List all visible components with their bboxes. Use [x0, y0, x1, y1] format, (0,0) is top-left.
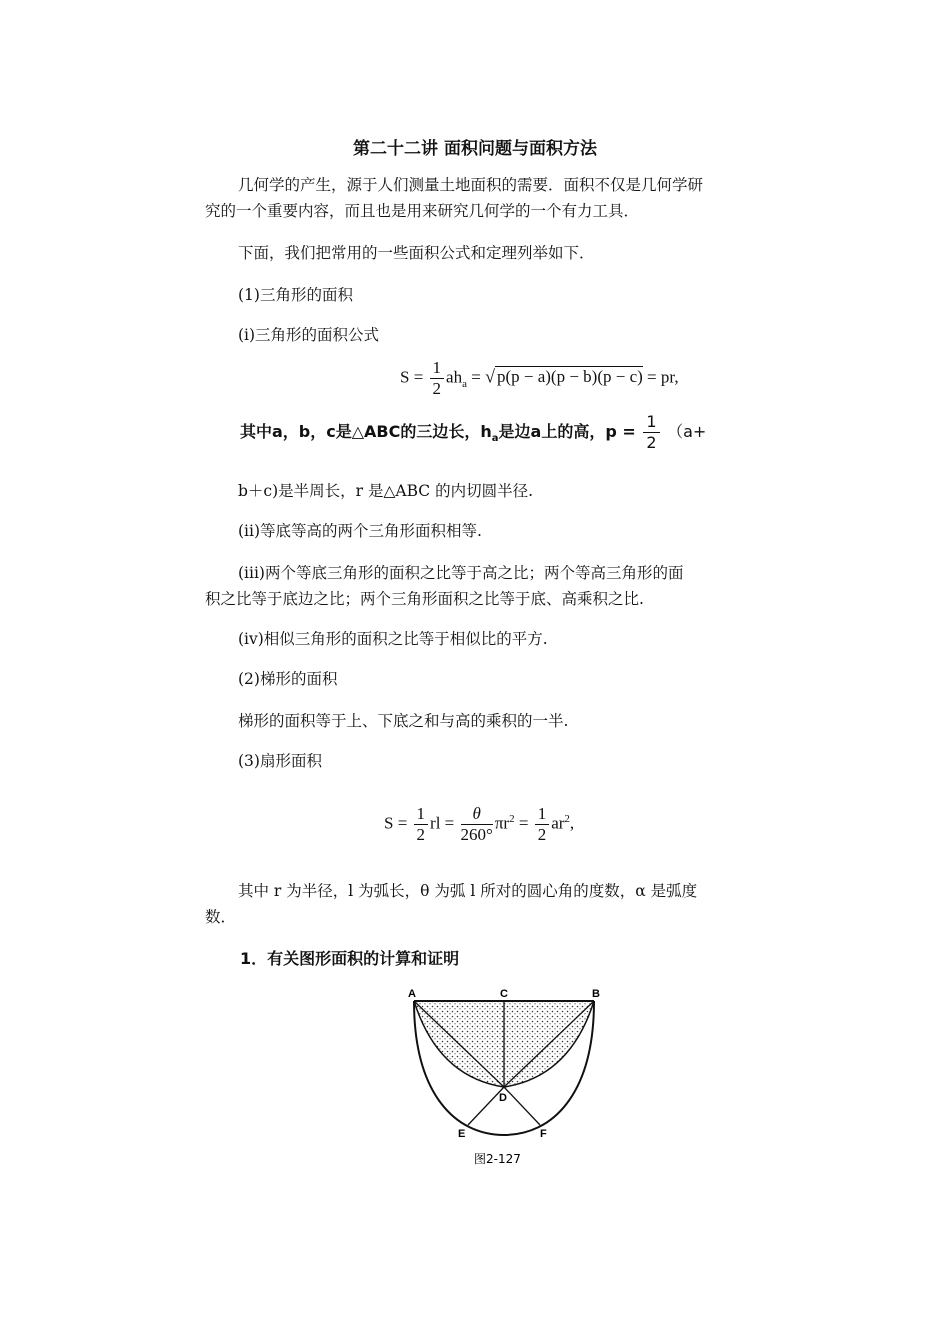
- label-c: C: [500, 988, 508, 1000]
- sector-formula-lhs: S =: [384, 813, 408, 833]
- sector-term-3: ar: [551, 813, 565, 833]
- formula-note: [240, 412, 706, 453]
- sector-fraction-2-num: θ: [461, 804, 493, 825]
- sector-note-line2: 数．: [205, 908, 237, 926]
- formula-note-mid: 是边a上的高，p =: [498, 422, 636, 441]
- list-intro: 下面，我们把常用的一些面积公式和定理列举如下．: [238, 244, 595, 262]
- sector-fraction-2-den: 260°: [460, 825, 493, 844]
- section-triangle-area: (1)三角形的面积: [238, 286, 353, 304]
- formula-equals: =: [471, 367, 481, 387]
- sector-fraction-3-den: 2: [537, 825, 547, 844]
- formula-subscript: a: [462, 377, 467, 390]
- sector-fraction-1-den: 2: [416, 825, 426, 844]
- sector-end: ,: [569, 813, 575, 833]
- heading-area-calculation: 1．有关图形面积的计算和证明: [240, 949, 460, 968]
- section-triangle-formula: (i)三角形的面积公式: [238, 326, 380, 344]
- sector-fraction-3: [535, 804, 550, 845]
- sector-fraction-1: [414, 804, 429, 845]
- lecture-title: 第二十二讲 面积问题与面积方法: [353, 139, 597, 159]
- formula-note-post: （a+: [667, 422, 707, 441]
- label-a: A: [408, 988, 416, 1000]
- label-d: D: [499, 1092, 507, 1104]
- fraction-numerator: 1: [430, 358, 445, 379]
- sqrt-icon: √: [485, 366, 495, 387]
- section-trapezoid-area: (2)梯形的面积: [238, 670, 338, 688]
- section-similar-triangles: (iv)相似三角形的面积之比等于相似比的平方.: [238, 630, 548, 648]
- sector-term-1: rl =: [430, 813, 455, 833]
- sector-equals: =: [518, 813, 529, 833]
- sector-area-formula: [384, 804, 574, 845]
- sector-term-2: πr: [494, 813, 510, 833]
- formula-radicand: p(p − a)(p − b)(p − c): [496, 367, 643, 387]
- geometry-figure: [396, 985, 616, 1175]
- fraction-half: [430, 358, 445, 399]
- formula-tail: = pr,: [647, 367, 679, 387]
- formula-note-pre: 其中a，b，c是△ABC的三边长，h: [240, 422, 492, 441]
- section-ratio-line1: (iii)两个等底三角形的面积之比等于高之比；两个等高三角形的面: [238, 564, 684, 582]
- sector-note-line1: 其中 r 为半径，l 为弧长，θ 为弧 l 所对的圆心角的度数，α 是弧度: [238, 882, 698, 900]
- intro-paragraph-line2: 究的一个重要内容，而且也是用来研究几何学的一个有力工具．: [205, 202, 640, 220]
- formula-note-sub: a: [491, 433, 499, 445]
- section-ratio-line2: 积之比等于底边之比；两个三角形面积之比等于底、高乘积之比.: [205, 590, 644, 608]
- section-sector-area: (3)扇形面积: [238, 752, 322, 770]
- formula-term: ah: [446, 367, 463, 387]
- note-fraction-numerator: 1: [643, 412, 659, 433]
- trapezoid-area-text: 梯形的面积等于上、下底之和与高的乘积的一半.: [238, 712, 569, 730]
- note-fraction: [643, 412, 659, 453]
- triangle-area-formula: [400, 358, 679, 399]
- sector-sup-2: 2: [509, 812, 515, 825]
- label-f: F: [540, 1128, 547, 1140]
- note-fraction-denominator: 2: [646, 433, 657, 452]
- fraction-denominator: 2: [432, 379, 442, 398]
- intro-paragraph-line1: 几何学的产生，源于人们测量土地面积的需要．面积不仅是几何学研: [238, 176, 704, 194]
- section-equal-base-height: (ii)等底等高的两个三角形面积相等.: [238, 522, 482, 540]
- formula-continuation: b＋c)是半周长，r 是△ABC 的内切圆半径.: [238, 482, 533, 500]
- label-b: B: [592, 988, 600, 1000]
- label-e: E: [458, 1128, 466, 1140]
- figure-caption: 图2-127: [474, 1152, 521, 1166]
- sector-fraction-2: [461, 804, 493, 845]
- sector-sup-3: 2: [564, 812, 570, 825]
- formula-lhs: S =: [400, 367, 424, 387]
- sector-fraction-1-num: 1: [414, 804, 429, 825]
- sector-fraction-3-num: 1: [535, 804, 550, 825]
